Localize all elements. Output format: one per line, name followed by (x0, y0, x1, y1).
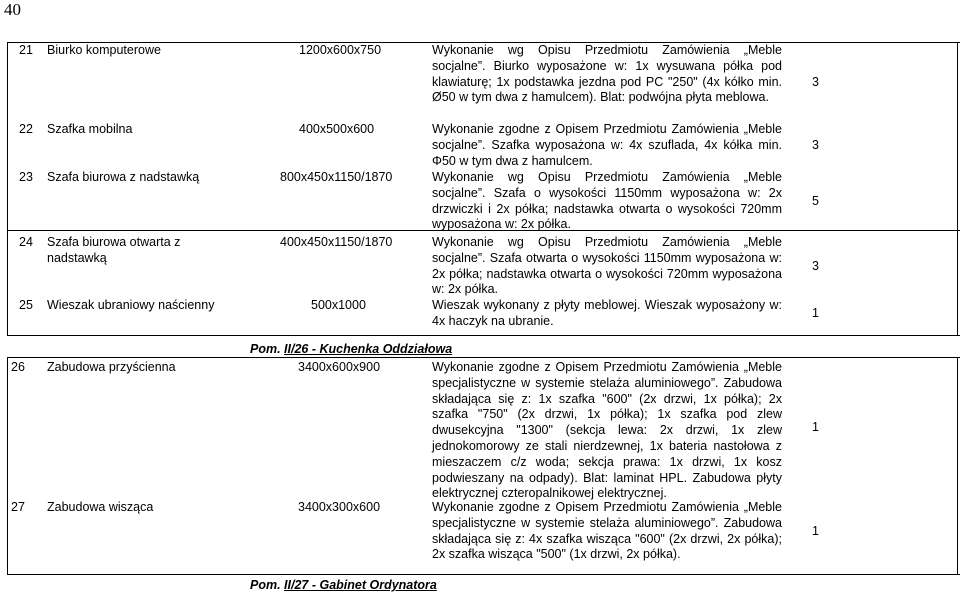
page-number: 40 (4, 0, 21, 19)
table2-bottom-border (7, 574, 960, 575)
section-title: II/27 - Gabinet Ordynatora (284, 578, 437, 592)
section-title: II/26 - Kuchenka Oddziałowa (284, 342, 453, 356)
table1-right-border (957, 42, 958, 336)
table2-left-border (7, 357, 8, 575)
table1-left-border (7, 42, 8, 336)
table2-right-border (957, 357, 958, 575)
section-heading (250, 342, 452, 356)
section-prefix: Pom. (250, 342, 285, 356)
section-heading (250, 578, 437, 592)
section-prefix: Pom. (250, 578, 285, 592)
table1-bottom-border (7, 335, 960, 336)
table2-top-border (7, 357, 960, 358)
